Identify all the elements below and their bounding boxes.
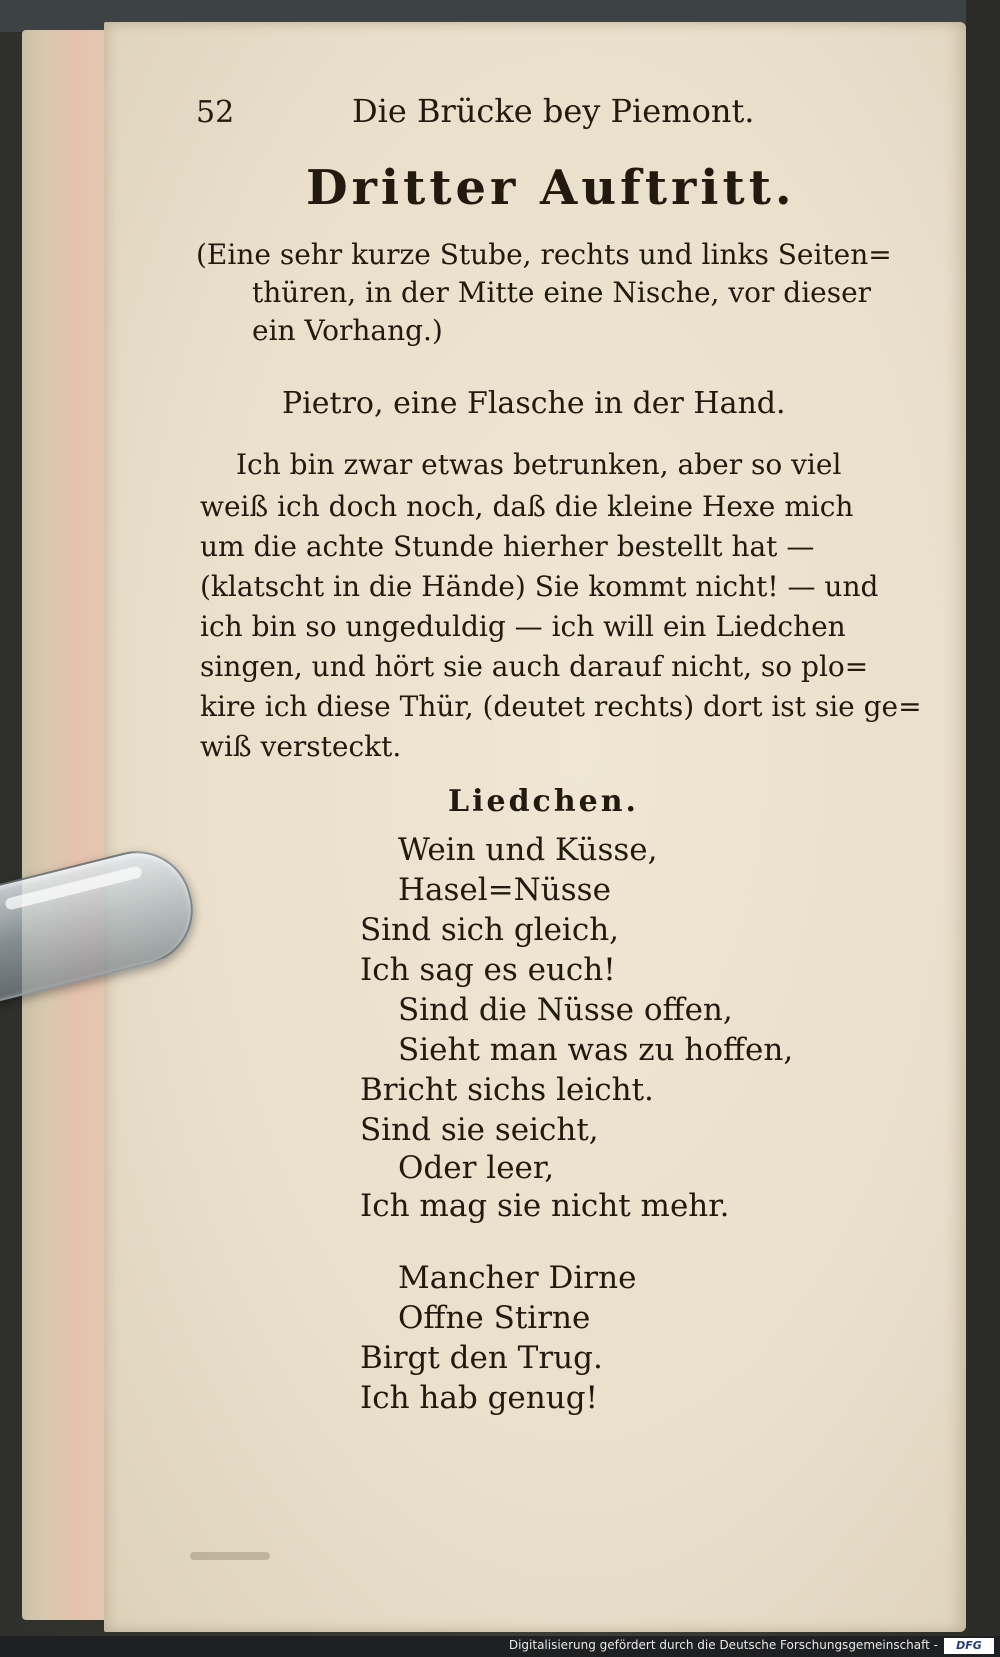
verse-line: Sieht man was zu hoffen, (398, 1032, 794, 1068)
verse-line: Ich mag sie nicht mehr. (360, 1188, 730, 1224)
speech-line: ich bin so ungeduldig — ich will ein Liedchen (200, 610, 846, 643)
stage-direction-line: thüren, in der Mitte eine Nische, vor dieser (252, 276, 872, 309)
speech-line: wiß versteckt. (200, 730, 402, 763)
stage-direction-line: ein Vorhang.) (252, 314, 443, 347)
verse-line: Sind die Nüsse offen, (398, 992, 733, 1028)
speaker-line: Pietro, eine Flasche in der Hand. (282, 386, 786, 421)
verse-line: Sind sich gleich, (360, 912, 620, 948)
verse-line: Birgt den Trug. (360, 1340, 603, 1376)
page-number: 52 (196, 95, 235, 130)
speech-line: singen, und hört sie auch darauf nicht, so plo= (200, 650, 869, 683)
speech-line: um die achte Stunde hierher bestellt hat — (200, 530, 815, 563)
scene-title: Dritter Auftritt. (306, 160, 796, 216)
dfg-logo-icon: DFG (944, 1638, 994, 1654)
verse-line: Ich sag es euch! (360, 952, 616, 988)
verse-line: Sind sie seicht, (360, 1112, 599, 1148)
digitization-credit: Digitalisierung gefördert durch die Deutsche Forschungsgemeinschaft - (508, 1638, 938, 1652)
verse-line: Ich hab genug! (360, 1380, 598, 1416)
verse-line: Oder leer, (398, 1150, 555, 1186)
stage-direction-line: (Eine sehr kurze Stube, rechts und links Seiten= (196, 238, 892, 271)
song-title: Liedchen. (448, 784, 639, 819)
verse-line: Bricht sichs leicht. (360, 1072, 654, 1108)
speech-line: Ich bin zwar etwas betrunken, aber so viel (236, 448, 842, 481)
verse-line: Wein und Küsse, (398, 832, 658, 868)
verse-line: Mancher Dirne (398, 1260, 637, 1296)
speech-line: (klatscht in die Hände) Sie kommt nicht! — und (200, 570, 879, 603)
speech-line: weiß ich doch noch, daß die kleine Hexe mich (200, 490, 854, 523)
running-head: Die Brücke bey Piemont. (352, 92, 755, 130)
speech-line: kire ich diese Thür, (deutet rechts) dort ist sie ge= (200, 690, 922, 723)
verse-line: Offne Stirne (398, 1300, 591, 1336)
ink-stain (190, 1552, 270, 1560)
verse-line: Hasel=Nüsse (398, 872, 611, 908)
